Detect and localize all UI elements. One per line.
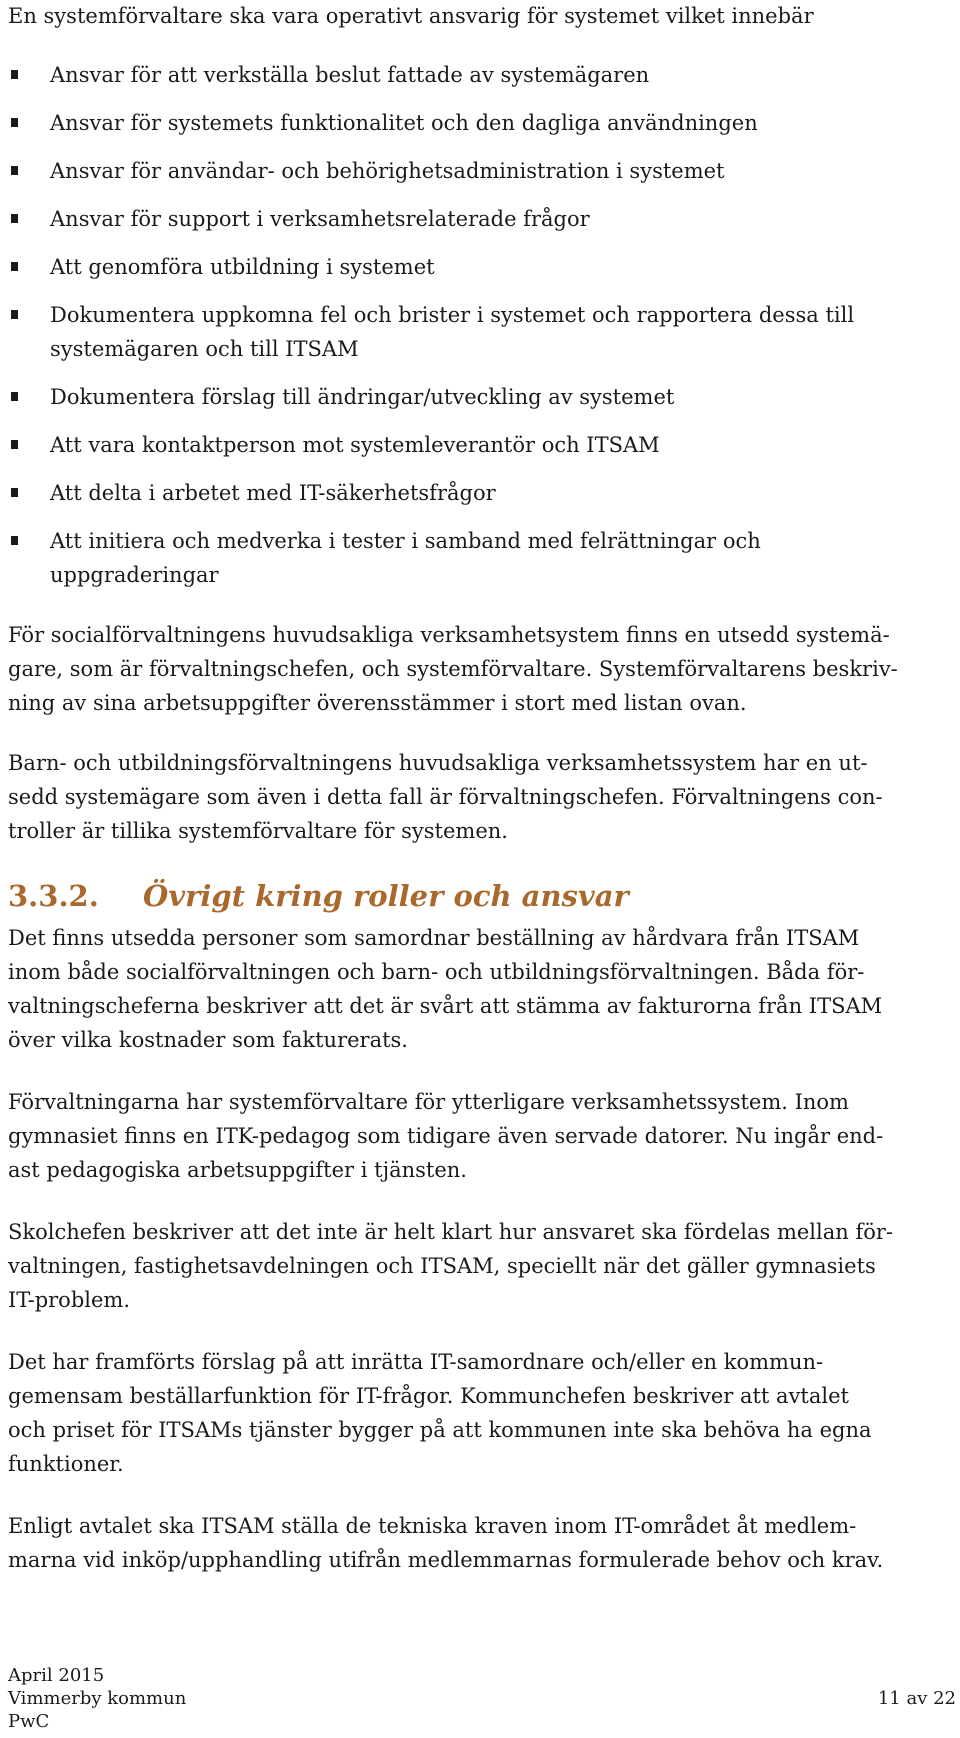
- paragraph-agreement: [8, 1509, 956, 1577]
- paragraph-line: och priset för ITSAMs tjänster bygger på att kommunen inte ska behöva ha egna: [8, 1418, 872, 1442]
- square-bullet-icon: [11, 310, 18, 319]
- intro-paragraph: En systemförvaltare ska vara operativt ansvarig för systemet vilket innebär: [8, 4, 814, 28]
- paragraph-school-chief: [8, 1215, 956, 1317]
- page-footer: [8, 1664, 956, 1733]
- responsibility-list: [8, 58, 956, 606]
- list-item-text: uppgraderingar: [50, 563, 219, 587]
- paragraph-line: IT-problem.: [8, 1288, 130, 1312]
- list-item: [8, 250, 956, 284]
- footer-meta: [8, 1664, 956, 1733]
- paragraph-line: Skolchefen beskriver att det inte är helt klart hur ansvaret ska fördelas mellan för-: [8, 1220, 893, 1244]
- section-heading: [8, 876, 629, 916]
- paragraph-line: ast pedagogiska arbetsuppgifter i tjänsten.: [8, 1158, 467, 1182]
- square-bullet-icon: [11, 536, 18, 545]
- paragraph-line: För socialförvaltningens huvudsakliga verksamhetsystem finns en utsedd systemä-: [8, 623, 890, 647]
- paragraph-line: troller är tillika systemförvaltare för systemen.: [8, 819, 508, 843]
- square-bullet-icon: [11, 262, 18, 271]
- paragraph-line: marna vid inköp/upphandling utifrån medlemmarnas formulerade behov och krav.: [8, 1548, 884, 1572]
- list-item: [8, 380, 956, 414]
- list-item: [8, 298, 956, 366]
- list-item-text: Dokumentera uppkomna fel och brister i systemet och rapportera dessa till: [50, 303, 855, 327]
- list-item-text: systemägaren och till ITSAM: [50, 337, 359, 361]
- paragraph-line: valtningen, fastighetsavdelningen och ITSAM, speciellt när det gäller gymnasiets: [8, 1254, 876, 1278]
- paragraph-line: valtningscheferna beskriver att det är svårt att stämma av fakturorna från ITSAM: [8, 994, 883, 1018]
- paragraph-line: gymnasiet finns en ITK-pedagog som tidigare även servade datorer. Nu ingår end-: [8, 1124, 884, 1148]
- paragraph-line: Barn- och utbildningsförvaltningens huvudsakliga verksamhetssystem har en ut-: [8, 751, 868, 775]
- paragraph-line: gare, som är förvaltningschefen, och systemförvaltare. Systemförvaltarens beskriv-: [8, 657, 898, 681]
- list-item: [8, 106, 956, 140]
- square-bullet-icon: [11, 70, 18, 79]
- list-item-text: Att initiera och medverka i tester i samband med felrättningar och: [50, 529, 761, 553]
- list-item-text: Ansvar för att verkställa beslut fattade av systemägaren: [50, 63, 650, 87]
- list-item-text: Ansvar för support i verksamhetsrelaterade frågor: [50, 207, 590, 231]
- page-number: 11 av 22: [877, 1688, 956, 1709]
- paragraph-line: Enligt avtalet ska ITSAM ställa de tekniska kraven inom IT-området åt medlem-: [8, 1514, 857, 1538]
- paragraph-line: Det har framförts förslag på att inrätta IT-samordnare och/eller en kommun-: [8, 1350, 824, 1374]
- section-number: 3.3.2.: [8, 879, 99, 913]
- paragraph-education: [8, 746, 956, 848]
- paragraph-line: inom både socialförvaltningen och barn- och utbildningsförvaltningen. Båda för-: [8, 960, 865, 984]
- list-item: [8, 428, 956, 462]
- list-item: [8, 154, 956, 188]
- paragraph-social-services: [8, 618, 956, 720]
- square-bullet-icon: [11, 118, 18, 127]
- paragraph-hardware-ordering: [8, 921, 956, 1057]
- list-item: [8, 58, 956, 92]
- paragraph-line: Det finns utsedda personer som samordnar beställning av hårdvara från ITSAM: [8, 926, 860, 950]
- list-item-text: Att genomföra utbildning i systemet: [50, 255, 435, 279]
- paragraph-line: funktioner.: [8, 1452, 124, 1476]
- paragraph-system-administrators: [8, 1085, 956, 1187]
- paragraph-it-coordinators: [8, 1345, 956, 1481]
- square-bullet-icon: [11, 392, 18, 401]
- square-bullet-icon: [11, 440, 18, 449]
- list-item-text: Ansvar för systemets funktionalitet och den dagliga användningen: [50, 111, 758, 135]
- paragraph-line: sedd systemägare som även i detta fall är förvaltningschefen. Förvaltningens con-: [8, 785, 883, 809]
- footer-date: April 2015: [8, 1665, 105, 1686]
- list-item: [8, 476, 956, 510]
- footer-organization: Vimmerby kommun: [8, 1688, 187, 1709]
- paragraph-line: över vilka kostnader som fakturerats.: [8, 1028, 408, 1052]
- paragraph-line: gemensam beställarfunktion för IT-frågor. Kommunchefen beskriver att avtalet: [8, 1384, 849, 1408]
- list-item-text: Att delta i arbetet med IT-säkerhetsfrågor: [50, 481, 496, 505]
- section-title: Övrigt kring roller och ansvar: [143, 879, 629, 913]
- list-item-text: Dokumentera förslag till ändringar/utveckling av systemet: [50, 385, 675, 409]
- square-bullet-icon: [11, 214, 18, 223]
- footer-firm: PwC: [8, 1711, 50, 1732]
- paragraph-line: ning av sina arbetsuppgifter överensstämmer i stort med listan ovan.: [8, 691, 747, 715]
- list-item: [8, 202, 956, 236]
- square-bullet-icon: [11, 488, 18, 497]
- list-item: [8, 524, 956, 592]
- square-bullet-icon: [11, 166, 18, 175]
- paragraph-line: Förvaltningarna har systemförvaltare för ytterligare verksamhetssystem. Inom: [8, 1090, 849, 1114]
- list-item-text: Att vara kontaktperson mot systemleverantör och ITSAM: [50, 433, 660, 457]
- list-item-text: Ansvar för användar- och behörighetsadministration i systemet: [50, 159, 725, 183]
